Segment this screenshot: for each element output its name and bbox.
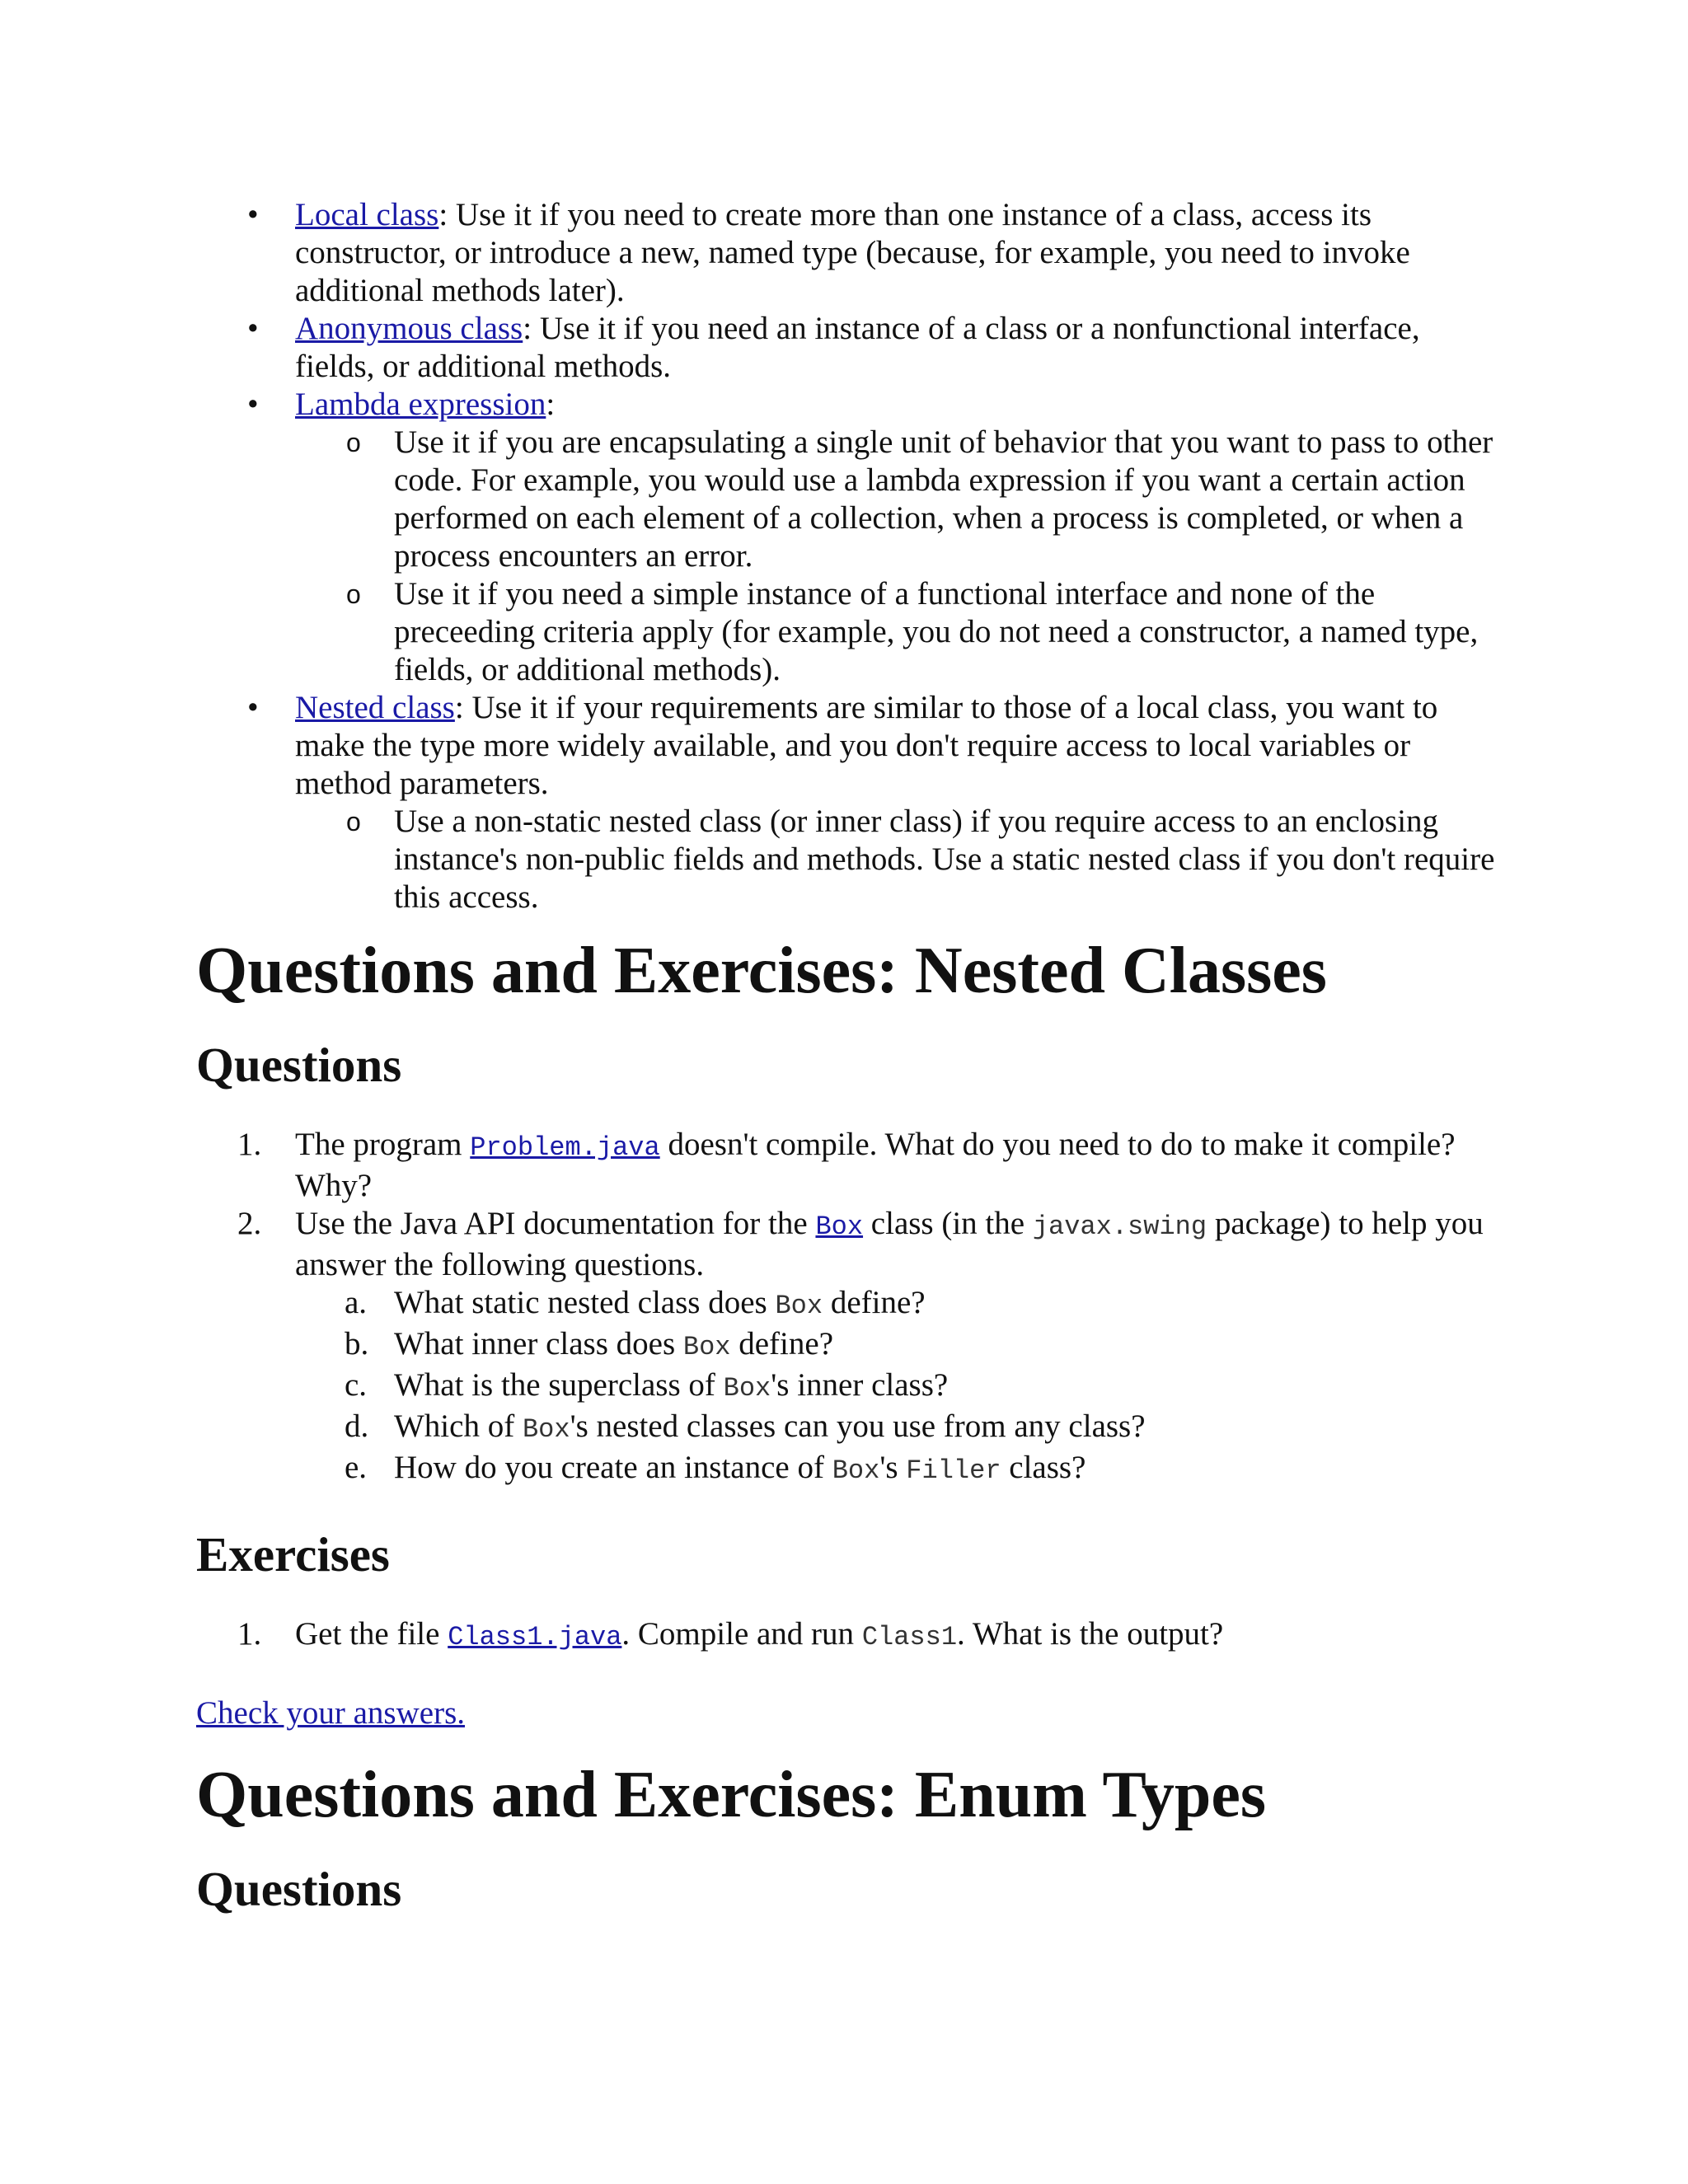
exercise-item-1 xyxy=(196,1615,1498,1657)
box-link[interactable] xyxy=(815,1206,863,1241)
bullet-icon: • xyxy=(247,311,259,346)
bullet-icon: • xyxy=(247,690,259,725)
anonymous-class-text: : Use it if you need an instance of a class or a nonfunctional interface, fields, or additional methods. xyxy=(295,311,1420,384)
nested-questions-heading: Questions xyxy=(196,1038,402,1092)
lambda-expression-link[interactable]: Lambda expression xyxy=(295,387,546,422)
nested-class-text: : Use it if your requirements are similar to those of a local class, you want to make the type more widely available, and you don't require access to local variables or method parameters. xyxy=(295,690,1438,801)
bullet-icon: • xyxy=(247,387,259,422)
subquestion-item xyxy=(295,1366,1498,1408)
circle-bullet-icon: o xyxy=(346,428,361,457)
question-item-1 xyxy=(196,1126,1498,1205)
sub-list-item xyxy=(295,424,1498,575)
inline-code: Class1 xyxy=(861,1622,958,1652)
list-item-anonymous-class xyxy=(196,310,1498,386)
class1-java-code: Class1.java xyxy=(448,1622,622,1652)
nested-questions-list xyxy=(196,1126,1498,1490)
subquestion-item xyxy=(295,1408,1498,1449)
question-text: Use the Java API documentation for the xyxy=(295,1206,816,1241)
exercise-text: Get the file xyxy=(295,1616,448,1652)
enum-types-heading: Questions and Exercises: Enum Types xyxy=(196,1759,1267,1831)
subquestion-item xyxy=(295,1284,1498,1325)
inline-code: Box xyxy=(832,1455,880,1486)
question-text: The program xyxy=(295,1127,471,1162)
subquestion-text: How do you create an instance of xyxy=(394,1450,832,1485)
nested-exercises-list xyxy=(196,1615,1498,1657)
check-answers-link[interactable]: Check your answers. xyxy=(196,1695,465,1731)
list-letter: b. xyxy=(345,1326,369,1361)
lambda-sublist xyxy=(295,424,1498,689)
subquestion-text: define? xyxy=(730,1326,834,1361)
list-letter: a. xyxy=(345,1285,368,1320)
circle-bullet-icon: o xyxy=(346,579,361,609)
subquestion-text: class? xyxy=(1001,1450,1086,1485)
subquestion-text: 's inner class? xyxy=(771,1367,949,1403)
subquestion-text: What inner class does xyxy=(394,1326,683,1361)
list-number: 2. xyxy=(237,1206,262,1241)
nested-sublist xyxy=(295,803,1498,916)
sub-item-text: Use it if you need a simple instance of a functional interface and none of the preceeding criteria apply (for example, you do not need a constructor, a named type, fields, or additional methods). xyxy=(394,576,1479,687)
exercise-text: . What is the output? xyxy=(957,1616,1224,1652)
list-number: 1. xyxy=(237,1127,262,1162)
box-subquestions xyxy=(295,1284,1498,1490)
exercise-text: . Compile and run xyxy=(621,1616,862,1652)
question-text: doesn't compile. What do you need to do to make it compile? Why? xyxy=(295,1127,1456,1203)
lambda-expression-text: : xyxy=(546,387,556,422)
document-page xyxy=(196,196,1498,1917)
sub-list-item xyxy=(295,803,1498,916)
enum-questions-heading: Questions xyxy=(196,1862,402,1916)
list-number: 1. xyxy=(237,1616,262,1652)
list-letter: e. xyxy=(345,1450,368,1485)
subquestion-text: 's xyxy=(879,1450,907,1485)
inline-code: Box xyxy=(682,1332,731,1362)
package-code: javax.swing xyxy=(1032,1212,1207,1242)
list-item-lambda-expression xyxy=(196,386,1498,689)
circle-bullet-icon: o xyxy=(346,807,361,837)
subquestion-text: define? xyxy=(823,1285,926,1320)
question-item-2 xyxy=(196,1205,1498,1490)
list-letter: d. xyxy=(345,1408,369,1444)
box-code: Box xyxy=(815,1212,864,1242)
list-item-local-class xyxy=(196,196,1498,310)
nested-exercises-heading: Exercises xyxy=(196,1527,390,1582)
inline-code: Filler xyxy=(906,1455,1001,1486)
subquestion-item xyxy=(295,1325,1498,1366)
inline-code: Box xyxy=(723,1373,771,1404)
subquestion-text: 's nested classes can you use from any class? xyxy=(570,1408,1146,1444)
problem-java-code: Problem.java xyxy=(470,1132,660,1163)
nested-class-link[interactable]: Nested class xyxy=(295,690,455,725)
inline-code: Box xyxy=(522,1414,570,1445)
question-text: class (in the xyxy=(863,1206,1033,1241)
list-letter: c. xyxy=(345,1367,368,1403)
class1-java-link[interactable] xyxy=(448,1616,621,1652)
anonymous-class-link[interactable]: Anonymous class xyxy=(295,311,523,346)
bullet-icon: • xyxy=(247,197,259,232)
sub-item-text: Use it if you are encapsulating a single unit of behavior that you want to pass to other code. For example, you would use a lambda expression if you want a certain action performed on each element of a collection, when a process is completed, or when a process encounters an error. xyxy=(394,424,1493,574)
sub-list-item xyxy=(295,575,1498,689)
usage-list xyxy=(196,196,1498,916)
nested-classes-heading: Questions and Exercises: Nested Classes xyxy=(196,935,1327,1007)
local-class-text: : Use it if you need to create more than one instance of a class, access its constructor, or introduce a new, named type (because, for example, you need to invoke additional methods later). xyxy=(295,197,1410,308)
subquestion-text: What static nested class does xyxy=(394,1285,776,1320)
sub-item-text: Use a non-static nested class (or inner class) if you require access to an enclosing instance's non-public fields and methods. Use a static nested class if you don't require this access. xyxy=(394,804,1495,915)
question-text: package) to help you answer the following questions. xyxy=(295,1206,1484,1282)
inline-code: Box xyxy=(775,1291,823,1321)
check-answers-paragraph xyxy=(196,1694,1498,1732)
problem-java-link[interactable] xyxy=(470,1127,659,1162)
subquestion-text: Which of xyxy=(394,1408,523,1444)
subquestion-text: What is the superclass of xyxy=(394,1367,724,1403)
list-item-nested-class xyxy=(196,689,1498,916)
subquestion-item xyxy=(295,1449,1498,1490)
local-class-link[interactable]: Local class xyxy=(295,197,439,232)
